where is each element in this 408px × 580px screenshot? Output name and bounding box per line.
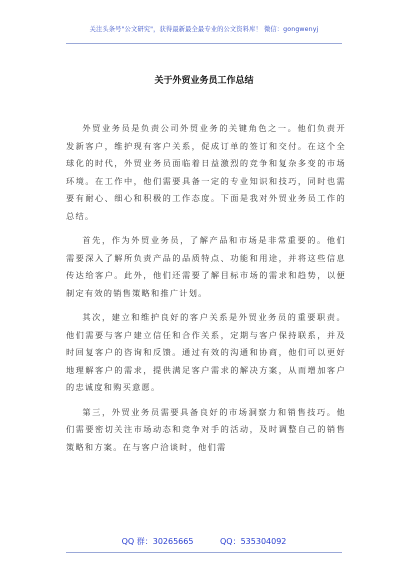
footer-divider <box>66 552 342 553</box>
document-body <box>66 120 346 463</box>
header-banner: 关注头条号"公文研究"，获得最新最全最专业的公文资料库！ 微信：gongwenyj <box>89 26 319 33</box>
paragraph-third: 第三，外贸业务员需要具备良好的市场洞察力和销售技巧。他们需要密切关注市场动态和竞争对手的活动，及时调整自己的销售策略和方案。在与客户洽谈时，他们需 <box>66 406 346 452</box>
footer-qq: QQ：535304092 <box>220 537 287 546</box>
document-title: 关于外贸业务员工作总结 <box>154 76 254 86</box>
header-divider <box>66 43 342 44</box>
paragraph-intro: 外贸业务员是负责公司外贸业务的关键角色之一。他们负责开发新客户，维护现有客户关系，促成订单的签订和交付。在这个全球化的时代，外贸业务员面临着日益激烈的竞争和复杂多变的市场环境。在工作中，他们需要具备一定的专业知识和技巧，同时也需要有耐心、细心和积极的工作态度。下面是我对外贸业务员工作的总结。 <box>66 123 346 221</box>
footer-qq-group: QQ 群：30265665 <box>121 537 194 546</box>
paragraph-first: 首先，作为外贸业务员，了解产品和市场是非常重要的。他们需要深入了解所负责产品的品质特点、功能和用途，并将这些信息传达给客户。此外，他们还需要了解目标市场的需求和趋势，以便制定有效的销售策略和推广计划。 <box>66 235 346 298</box>
paragraph-second: 其次，建立和维护良好的客户关系是外贸业务员的重要职责。他们需要与客户建立信任和合作关系，定期与客户保持联系，并及时回复客户的咨询和反馈。通过有效的沟通和协商，他们可以更好地理解客户的需求，提供满足客户需求的解决方案，从而增加客户的忠诚度和购买意愿。 <box>66 312 346 392</box>
footer-contacts <box>0 536 408 547</box>
